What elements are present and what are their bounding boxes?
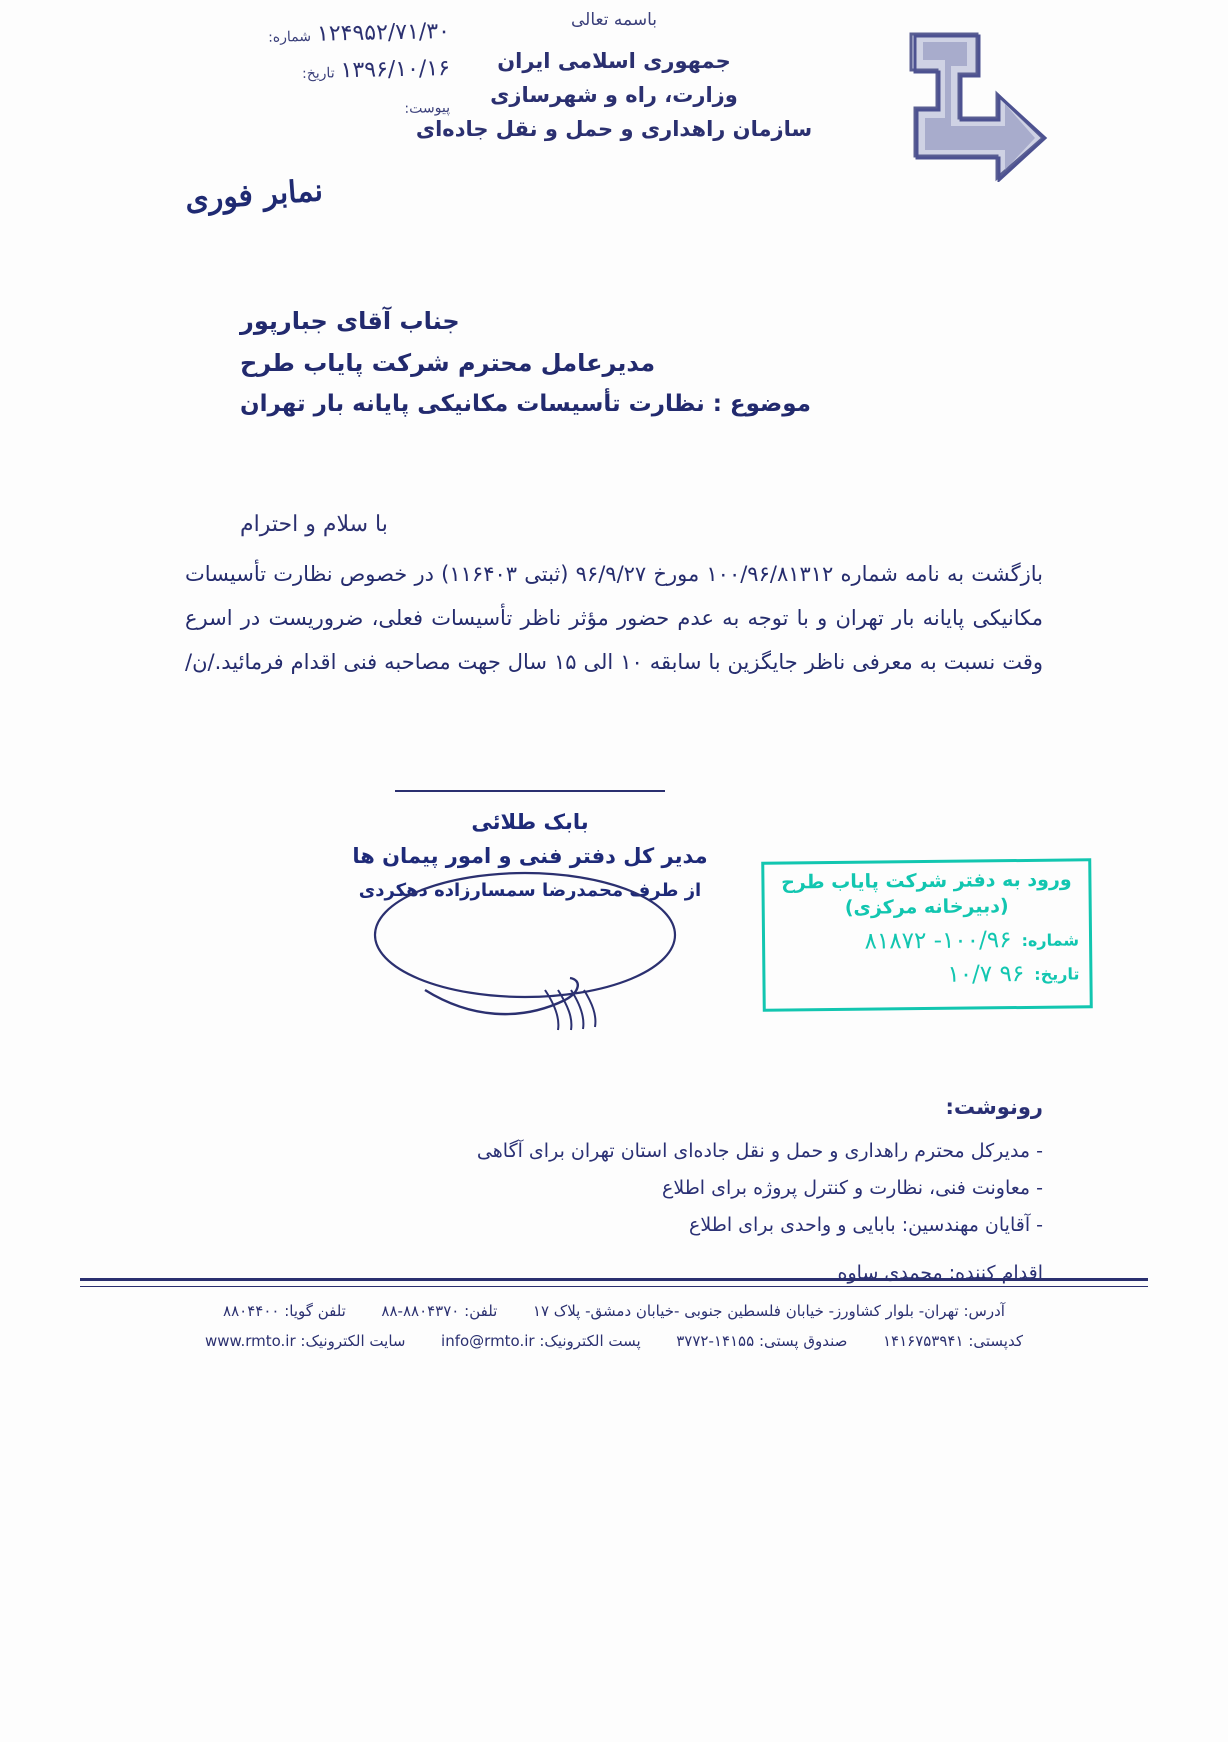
org-line-ministry: وزارت، راه و شهرسازی — [490, 83, 738, 108]
signer-on-behalf: از طرف محمدرضا سمسارزاده دهکردی — [358, 880, 702, 901]
document-subject: موضوع : نظارت تأسیسات مکانیکی پایانه بار تهران — [240, 391, 811, 417]
body-paragraph: بازگشت به نامه شماره ۱۰۰/۹۶/۸۱۳۱۲ مورخ ۹۶/۹/۲۷ (ثبتی ۱۱۶۴۰۳) در خصوص نظارت تأسیسات مکانیکی پایانه بار تهران و با توجه به عدم حضور مؤثر ناظر تأسیسات فعلی، ضروریست در اسرع وقت نسبت به معرفی ناظر جایگزین با سابقه ۱۰ الی ۱۵ سال جهت مصاحبه فنی اقدام فرمائید./ن/ — [185, 562, 1044, 675]
addressee-role: مدیرعامل محترم شرکت پایاب طرح — [240, 349, 656, 377]
stamp-date-value: ۹۶ ۱۰/۷ — [947, 961, 1025, 989]
footer-website-label: سایت الکترونیک: — [300, 1332, 406, 1350]
cc-block — [300, 1095, 1043, 1284]
footer-divider-thick — [80, 1278, 1148, 1281]
footer-fax-label: تلفن گویا: — [284, 1302, 346, 1320]
cc-item: - معاونت فنی، نظارت و کنترل پروژه برای اطلاع — [662, 1177, 1043, 1200]
footer-phone-label: تلفن: — [464, 1302, 498, 1320]
footer-block — [120, 1296, 1108, 1356]
document-date-label: تاریخ: — [301, 65, 335, 83]
footer-website-value[interactable]: www.rmto.ir — [205, 1332, 296, 1350]
footer-fax-value: ۸۸۰۴۴۰۰ — [223, 1302, 280, 1320]
stamp-date-label: تاریخ: — [1034, 964, 1080, 984]
signer-name: بابک طلائی — [471, 810, 589, 834]
footer-pobox-value: ۱۴۱۵۵-۳۷۷۲ — [676, 1332, 755, 1350]
footer-email-label: پست الکترونیک: — [539, 1332, 641, 1350]
document-number-row — [160, 19, 450, 50]
footer-address-value: تهران- بلوار کشاورز- خیابان فلسطین جنوبی -خیابان دمشق- پلاک ۱۷ — [532, 1302, 959, 1320]
document-attachment-row — [160, 93, 450, 124]
cc-item: - آقایان مهندسین: بابایی و واحدی برای اطلاع — [689, 1214, 1043, 1237]
stamp-date-row — [775, 961, 1079, 990]
footer-row-address — [120, 1296, 1108, 1326]
document-attachment-label: پیوست: — [404, 99, 451, 117]
cc-list — [300, 1133, 1043, 1244]
org-line-department: سازمان راهداری و حمل و نقل جاده‌ای — [415, 117, 813, 142]
document-number-label: شماره: — [267, 28, 312, 46]
footer-postal-value: ۱۴۱۶۷۵۳۹۴۱ — [882, 1332, 964, 1350]
footer-address-label: آدرس: — [963, 1302, 1005, 1320]
org-line-country: جمهوری اسلامی ایران — [497, 49, 731, 73]
footer-phone-value: ۸۸۰۴۳۷۰-۸۸ — [381, 1302, 460, 1320]
stamp-number-row — [775, 927, 1079, 956]
greeting-text: با سلام و احترام — [240, 512, 388, 537]
footer-pobox-label: صندوق پستی: — [758, 1332, 848, 1350]
addressee-name: جناب آقای جبارپور — [240, 307, 460, 335]
stamp-title-line2: (دبیرخانه مرکزی) — [844, 894, 1009, 919]
stamp-number-value: ۱۰۰/۹۶- ۸۱۸۷۲ — [864, 927, 1012, 955]
footer-row-contact — [120, 1326, 1108, 1356]
document-date-value: ۱۳۹۶/۱۰/۱۶ — [340, 55, 451, 84]
footer-email-value[interactable]: info@rmto.ir — [441, 1332, 535, 1350]
stamp-title-line1: ورود به دفتر شرکت پایاب طرح — [781, 868, 1072, 894]
signature-rule — [395, 790, 665, 792]
document-date-row — [160, 56, 450, 87]
signer-title: مدیر کل دفتر فنی و امور پیمان ها — [352, 844, 708, 868]
cc-heading: رونوشت: — [945, 1095, 1043, 1119]
addressee-block — [0, 300, 1228, 424]
footer-postal-label: کدپستی: — [968, 1332, 1023, 1350]
basmala-text: باسمه تعالی — [571, 10, 657, 30]
signature-block — [320, 790, 740, 901]
document-meta — [160, 18, 451, 133]
reception-stamp — [761, 858, 1093, 1011]
footer-divider-thin — [80, 1286, 1148, 1287]
rmto-logo-icon — [893, 22, 1068, 182]
cc-item: - مدیرکل محترم راهداری و حمل و نقل جاده‌ای استان تهران برای آگاهی — [476, 1140, 1043, 1162]
urgent-fax-note: نمابر فوری — [183, 173, 325, 218]
document-body — [185, 552, 1043, 684]
preparer-line: اقدام کننده: محمدی ساوه — [837, 1262, 1043, 1285]
document-number-value: ۱۲۴۹۵۲/۷۱/۳۰ — [316, 18, 451, 47]
stamp-number-label: شماره: — [1021, 930, 1080, 950]
